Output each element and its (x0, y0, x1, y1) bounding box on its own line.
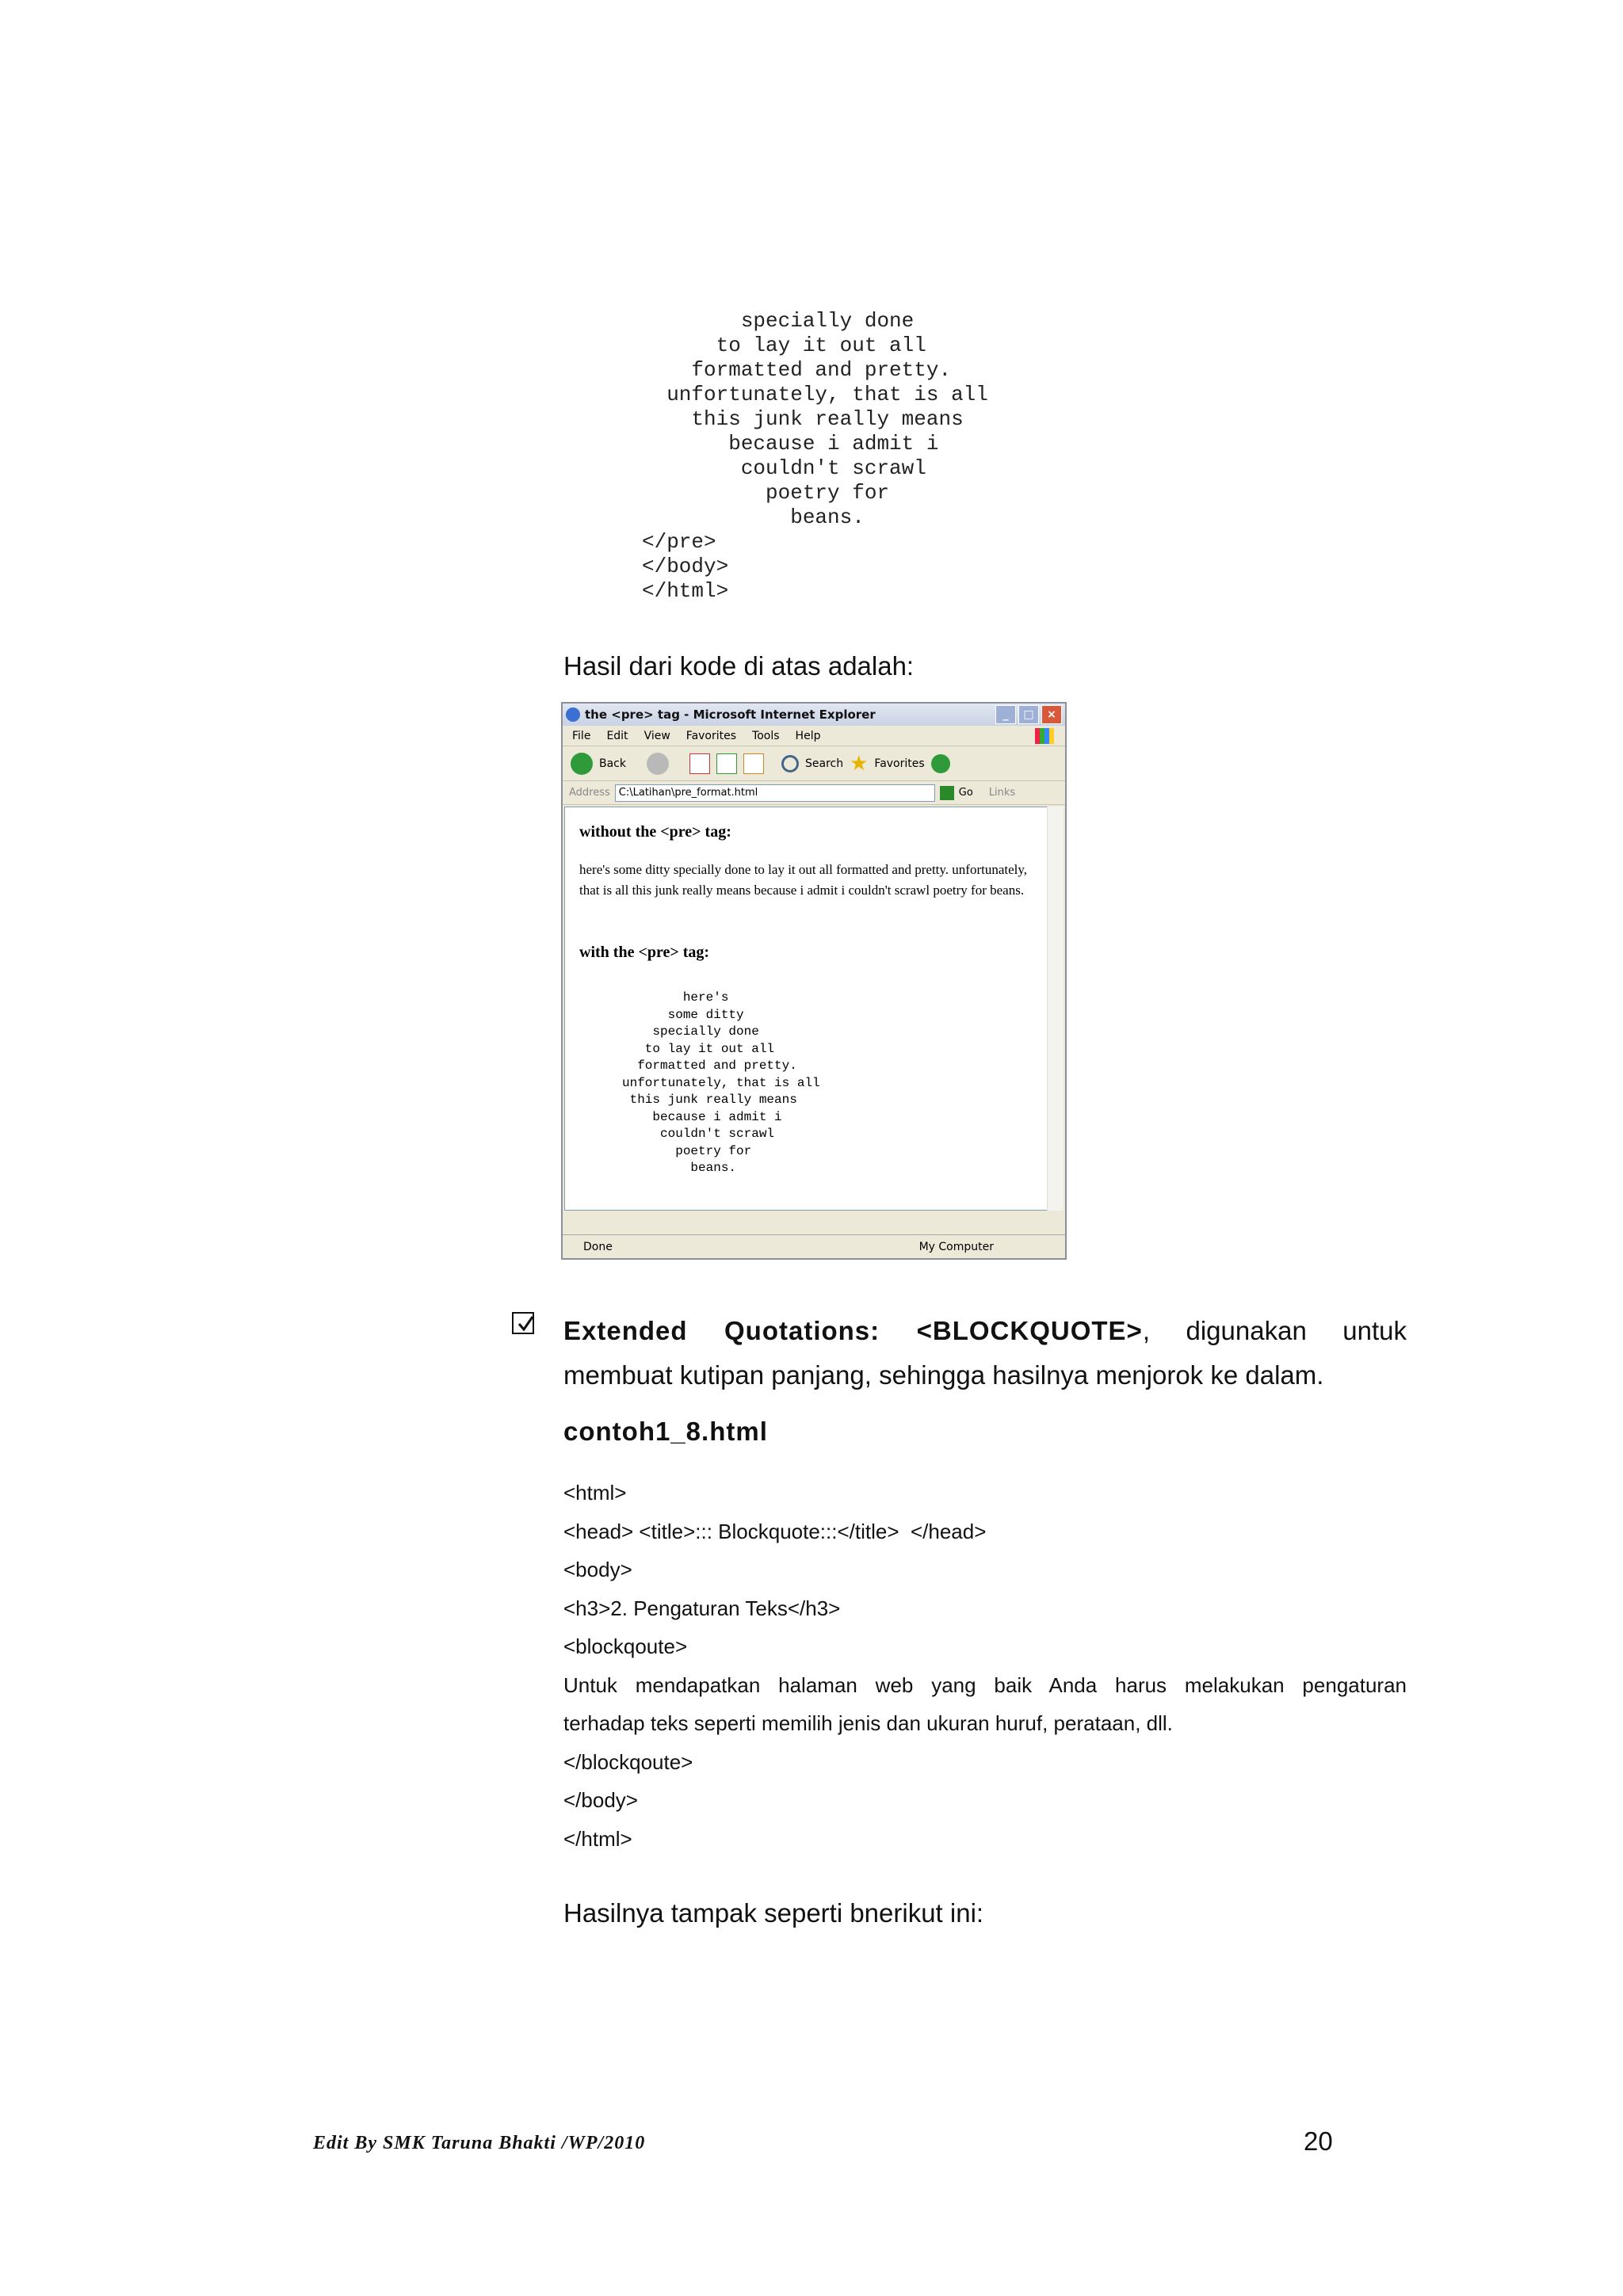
menu-favorites[interactable]: Favorites (685, 729, 737, 742)
code-line: <body> (563, 1558, 632, 1581)
code-line: Untuk mendapatkan halaman web yang baik Anda harus melakukan pengaturan (563, 1672, 1407, 1697)
result2-label: Hasilnya tampak seperti bnerikut ini: (563, 1898, 984, 1928)
address-label: Address (569, 787, 610, 799)
menu-file[interactable]: File (572, 729, 591, 742)
result-label: Hasil dari kode di atas adalah: (563, 651, 915, 681)
pre-block: here's some ditty specially done to lay it out all formatted and pretty. unfortunately, that is all this junk really means because i admit i couldn't scrawl poetry for beans. (622, 990, 820, 1175)
extended-term: Extended Quotations: <BLOCKQUOTE> (563, 1316, 1143, 1345)
go-arrow-icon[interactable] (940, 786, 954, 800)
go-button[interactable]: Go (958, 787, 973, 799)
code-line: <html> (563, 1481, 627, 1505)
code-line: </html> (563, 1826, 632, 1851)
code-listing (563, 1474, 1407, 1858)
search-button[interactable]: Search (805, 757, 844, 770)
filename-heading: contoh1_8.html (563, 1417, 768, 1446)
back-button[interactable]: Back (599, 757, 626, 770)
history-icon[interactable] (931, 754, 950, 773)
menu-tools[interactable]: Tools (752, 729, 780, 742)
refresh-icon[interactable] (716, 753, 737, 774)
content-paragraph: here's some ditty specially done to lay it out all formatted and pretty. unfortunately, that is all this junk really means because i admit i couldn't scrawl poetry for beans. (579, 862, 1028, 898)
code-line: <h3>2. Pengaturan Teks</h3> (563, 1596, 841, 1620)
browser-toolbar (563, 746, 1065, 781)
heading-with-pre: with the <pre> tag: (579, 944, 710, 961)
heading-without-pre: without the <pre> tag: (579, 823, 731, 841)
browser-title: the <pre> tag - Microsoft Internet Explorer (585, 707, 876, 722)
links-label[interactable]: Links (988, 787, 1016, 799)
maximize-icon[interactable]: □ (1018, 705, 1039, 724)
code-line: </blockqoute> (563, 1749, 693, 1774)
close-icon[interactable]: × (1041, 705, 1062, 724)
address-bar (563, 781, 1065, 805)
address-input[interactable]: C:\Latihan\pre_format.html (615, 784, 935, 802)
forward-arrow-icon[interactable] (647, 753, 669, 775)
stop-icon[interactable] (689, 753, 710, 774)
footer-credit: Edit By SMK Taruna Bhakti /WP/2010 (313, 2133, 646, 2153)
checkbox-icon (512, 1312, 534, 1334)
back-arrow-icon[interactable] (571, 753, 593, 775)
code-snippet-top: specially done to lay it out all formatted and pretty. unfortunately, that is all this junk really means because i admit i couldn't scrawl poetry for beans. </pre> </body> </html> (642, 309, 988, 603)
status-bar (563, 1234, 1065, 1258)
favorites-star-icon[interactable]: ★ (850, 751, 869, 776)
browser-menu-bar (563, 726, 1065, 746)
status-done: Done (583, 1240, 613, 1253)
extended-quotation-text (563, 1309, 1407, 1398)
browser-scrollbar[interactable] (1047, 807, 1064, 1211)
menu-view[interactable]: View (643, 729, 670, 742)
page-number: 20 (1304, 2126, 1333, 2156)
status-my-computer: My Computer (918, 1240, 994, 1253)
home-icon[interactable] (743, 753, 764, 774)
minimize-icon[interactable]: _ (995, 705, 1016, 724)
code-line: terhadap teks seperti memilih jenis dan ukuran huruf, perataan, dll. (563, 1711, 1173, 1735)
code-line: </body> (563, 1788, 638, 1812)
code-line: <blockqoute> (563, 1634, 688, 1658)
code-line: <head> <title>::: Blockquote:::</title> </head> (563, 1519, 987, 1543)
extended-desc: , digunakan untuk membuat kutipan panjang, sehingga hasilnya menjorok ke dalam. (563, 1316, 1407, 1390)
browser-content (564, 807, 1049, 1211)
browser-screenshot (561, 702, 1067, 1260)
browser-title-bar (563, 704, 1065, 726)
windows-flag-icon (1035, 728, 1054, 744)
search-icon[interactable] (781, 755, 799, 772)
menu-edit[interactable]: Edit (606, 729, 628, 742)
favorites-button[interactable]: Favorites (874, 757, 925, 770)
ie-icon (566, 707, 580, 722)
menu-help[interactable]: Help (795, 729, 821, 742)
